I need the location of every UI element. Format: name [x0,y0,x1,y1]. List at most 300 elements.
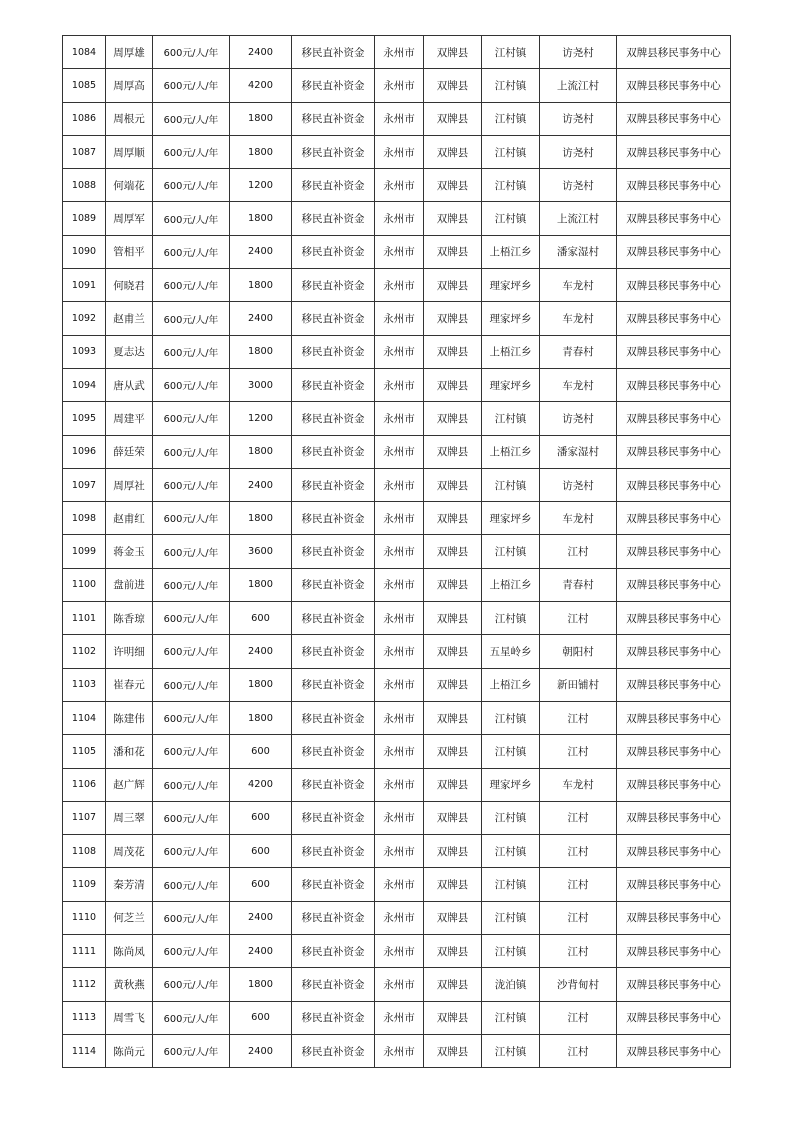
row-number-cell: 1107 [63,801,106,834]
standard-cell: 600元/人/年 [153,202,230,235]
standard-cell: 600元/人/年 [153,568,230,601]
amount-cell: 1800 [230,502,292,535]
county-cell: 双牌县 [424,901,482,934]
amount-cell: 2400 [230,935,292,968]
standard-cell: 600元/人/年 [153,235,230,268]
amount-cell: 2400 [230,1034,292,1067]
city-cell: 永州市 [375,701,424,734]
city-cell: 永州市 [375,1034,424,1067]
row-number-cell: 1105 [63,735,106,768]
fund-type-cell: 移民直补资金 [292,935,375,968]
fund-type-cell: 移民直补资金 [292,535,375,568]
fund-type-cell: 移民直补资金 [292,468,375,501]
village-cell: 江村 [540,901,617,934]
table-row [63,135,731,168]
amount-cell: 3600 [230,535,292,568]
amount-cell: 1800 [230,269,292,302]
row-number-cell: 1102 [63,635,106,668]
name-cell: 潘和花 [106,735,153,768]
standard-cell: 600元/人/年 [153,502,230,535]
standard-cell: 600元/人/年 [153,901,230,934]
fund-type-cell: 移民直补资金 [292,568,375,601]
township-cell: 上梧江乡 [482,668,540,701]
agency-cell: 双牌县移民事务中心 [617,202,731,235]
name-cell: 陈尚凤 [106,935,153,968]
amount-cell: 1200 [230,169,292,202]
table-row [63,668,731,701]
name-cell: 赵甫兰 [106,302,153,335]
city-cell: 永州市 [375,935,424,968]
row-number-cell: 1101 [63,602,106,635]
row-number-cell: 1103 [63,668,106,701]
township-cell: 理家坪乡 [482,302,540,335]
fund-type-cell: 移民直补资金 [292,1034,375,1067]
agency-cell: 双牌县移民事务中心 [617,269,731,302]
row-number-cell: 1091 [63,269,106,302]
amount-cell: 2400 [230,36,292,69]
name-cell: 周建平 [106,402,153,435]
county-cell: 双牌县 [424,69,482,102]
village-cell: 访尧村 [540,169,617,202]
standard-cell: 600元/人/年 [153,69,230,102]
city-cell: 永州市 [375,302,424,335]
agency-cell: 双牌县移民事务中心 [617,635,731,668]
row-number-cell: 1089 [63,202,106,235]
fund-type-cell: 移民直补资金 [292,835,375,868]
county-cell: 双牌县 [424,335,482,368]
agency-cell: 双牌县移民事务中心 [617,435,731,468]
city-cell: 永州市 [375,602,424,635]
village-cell: 青春村 [540,335,617,368]
agency-cell: 双牌县移民事务中心 [617,968,731,1001]
fund-type-cell: 移民直补资金 [292,701,375,734]
amount-cell: 1800 [230,701,292,734]
row-number-cell: 1094 [63,368,106,401]
county-cell: 双牌县 [424,169,482,202]
name-cell: 夏志达 [106,335,153,368]
fund-type-cell: 移民直补资金 [292,1001,375,1034]
agency-cell: 双牌县移民事务中心 [617,901,731,934]
township-cell: 江村镇 [482,535,540,568]
village-cell: 访尧村 [540,102,617,135]
village-cell: 潘家湿村 [540,235,617,268]
city-cell: 永州市 [375,668,424,701]
agency-cell: 双牌县移民事务中心 [617,835,731,868]
name-cell: 何芝兰 [106,901,153,934]
agency-cell: 双牌县移民事务中心 [617,335,731,368]
fund-type-cell: 移民直补资金 [292,202,375,235]
agency-cell: 双牌县移民事务中心 [617,1034,731,1067]
amount-cell: 1200 [230,402,292,435]
fund-type-cell: 移民直补资金 [292,135,375,168]
agency-cell: 双牌县移民事务中心 [617,69,731,102]
county-cell: 双牌县 [424,435,482,468]
table-body [63,36,731,1068]
name-cell: 唐从武 [106,368,153,401]
row-number-cell: 1100 [63,568,106,601]
standard-cell: 600元/人/年 [153,368,230,401]
village-cell: 江村 [540,535,617,568]
amount-cell: 1800 [230,135,292,168]
agency-cell: 双牌县移民事务中心 [617,36,731,69]
name-cell: 何端花 [106,169,153,202]
village-cell: 江村 [540,602,617,635]
amount-cell: 1800 [230,102,292,135]
fund-type-cell: 移民直补资金 [292,735,375,768]
standard-cell: 600元/人/年 [153,701,230,734]
city-cell: 永州市 [375,202,424,235]
standard-cell: 600元/人/年 [153,169,230,202]
township-cell: 江村镇 [482,801,540,834]
standard-cell: 600元/人/年 [153,635,230,668]
table-row [63,169,731,202]
name-cell: 陈香琼 [106,602,153,635]
row-number-cell: 1097 [63,468,106,501]
amount-cell: 4200 [230,768,292,801]
amount-cell: 2400 [230,901,292,934]
township-cell: 江村镇 [482,135,540,168]
township-cell: 江村镇 [482,602,540,635]
name-cell: 盘前进 [106,568,153,601]
township-cell: 上梧江乡 [482,235,540,268]
fund-type-cell: 移民直补资金 [292,602,375,635]
amount-cell: 600 [230,835,292,868]
township-cell: 江村镇 [482,901,540,934]
row-number-cell: 1114 [63,1034,106,1067]
name-cell: 周雪飞 [106,1001,153,1034]
name-cell: 周根元 [106,102,153,135]
standard-cell: 600元/人/年 [153,435,230,468]
table-row [63,801,731,834]
name-cell: 秦芳清 [106,868,153,901]
fund-type-cell: 移民直补资金 [292,435,375,468]
agency-cell: 双牌县移民事务中心 [617,668,731,701]
table-row [63,435,731,468]
county-cell: 双牌县 [424,768,482,801]
standard-cell: 600元/人/年 [153,735,230,768]
amount-cell: 1800 [230,968,292,1001]
village-cell: 江村 [540,801,617,834]
county-cell: 双牌县 [424,935,482,968]
city-cell: 永州市 [375,801,424,834]
city-cell: 永州市 [375,868,424,901]
county-cell: 双牌县 [424,968,482,1001]
agency-cell: 双牌县移民事务中心 [617,102,731,135]
city-cell: 永州市 [375,768,424,801]
row-number-cell: 1111 [63,935,106,968]
amount-cell: 3000 [230,368,292,401]
standard-cell: 600元/人/年 [153,835,230,868]
standard-cell: 600元/人/年 [153,269,230,302]
subsidy-table [62,35,731,1068]
township-cell: 理家坪乡 [482,502,540,535]
city-cell: 永州市 [375,735,424,768]
row-number-cell: 1084 [63,36,106,69]
city-cell: 永州市 [375,835,424,868]
agency-cell: 双牌县移民事务中心 [617,768,731,801]
amount-cell: 1800 [230,435,292,468]
name-cell: 陈尚元 [106,1034,153,1067]
village-cell: 车龙村 [540,502,617,535]
row-number-cell: 1104 [63,701,106,734]
township-cell: 泷泊镇 [482,968,540,1001]
row-number-cell: 1085 [63,69,106,102]
agency-cell: 双牌县移民事务中心 [617,535,731,568]
amount-cell: 1800 [230,335,292,368]
township-cell: 江村镇 [482,935,540,968]
township-cell: 江村镇 [482,868,540,901]
village-cell: 上流江村 [540,202,617,235]
county-cell: 双牌县 [424,668,482,701]
county-cell: 双牌县 [424,568,482,601]
table-row [63,768,731,801]
city-cell: 永州市 [375,568,424,601]
agency-cell: 双牌县移民事务中心 [617,502,731,535]
row-number-cell: 1112 [63,968,106,1001]
table-row [63,535,731,568]
township-cell: 江村镇 [482,835,540,868]
name-cell: 何晓君 [106,269,153,302]
county-cell: 双牌县 [424,135,482,168]
fund-type-cell: 移民直补资金 [292,335,375,368]
agency-cell: 双牌县移民事务中心 [617,735,731,768]
table-row [63,968,731,1001]
standard-cell: 600元/人/年 [153,135,230,168]
table-row [63,368,731,401]
county-cell: 双牌县 [424,602,482,635]
standard-cell: 600元/人/年 [153,102,230,135]
fund-type-cell: 移民直补资金 [292,502,375,535]
standard-cell: 600元/人/年 [153,968,230,1001]
agency-cell: 双牌县移民事务中心 [617,235,731,268]
fund-type-cell: 移民直补资金 [292,768,375,801]
fund-type-cell: 移民直补资金 [292,868,375,901]
fund-type-cell: 移民直补资金 [292,69,375,102]
table-row [63,602,731,635]
row-number-cell: 1096 [63,435,106,468]
village-cell: 访尧村 [540,36,617,69]
village-cell: 新田铺村 [540,668,617,701]
row-number-cell: 1090 [63,235,106,268]
village-cell: 上流江村 [540,69,617,102]
amount-cell: 600 [230,1001,292,1034]
standard-cell: 600元/人/年 [153,535,230,568]
township-cell: 江村镇 [482,735,540,768]
name-cell: 薛廷荣 [106,435,153,468]
county-cell: 双牌县 [424,468,482,501]
city-cell: 永州市 [375,169,424,202]
township-cell: 理家坪乡 [482,768,540,801]
standard-cell: 600元/人/年 [153,768,230,801]
row-number-cell: 1095 [63,402,106,435]
township-cell: 五星岭乡 [482,635,540,668]
name-cell: 崔春元 [106,668,153,701]
name-cell: 蒋金玉 [106,535,153,568]
fund-type-cell: 移民直补资金 [292,402,375,435]
agency-cell: 双牌县移民事务中心 [617,169,731,202]
county-cell: 双牌县 [424,235,482,268]
standard-cell: 600元/人/年 [153,868,230,901]
name-cell: 管相平 [106,235,153,268]
county-cell: 双牌县 [424,868,482,901]
amount-cell: 1800 [230,202,292,235]
table-row [63,36,731,69]
township-cell: 理家坪乡 [482,368,540,401]
table-row [63,735,731,768]
standard-cell: 600元/人/年 [153,335,230,368]
agency-cell: 双牌县移民事务中心 [617,1001,731,1034]
fund-type-cell: 移民直补资金 [292,368,375,401]
name-cell: 周厚高 [106,69,153,102]
table-row [63,502,731,535]
amount-cell: 2400 [230,635,292,668]
standard-cell: 600元/人/年 [153,402,230,435]
agency-cell: 双牌县移民事务中心 [617,402,731,435]
city-cell: 永州市 [375,135,424,168]
amount-cell: 2400 [230,302,292,335]
county-cell: 双牌县 [424,1034,482,1067]
standard-cell: 600元/人/年 [153,602,230,635]
name-cell: 周厚军 [106,202,153,235]
name-cell: 周厚顺 [106,135,153,168]
table-row [63,835,731,868]
village-cell: 车龙村 [540,368,617,401]
row-number-cell: 1093 [63,335,106,368]
city-cell: 永州市 [375,968,424,1001]
agency-cell: 双牌县移民事务中心 [617,368,731,401]
table-row [63,701,731,734]
table-row [63,1034,731,1067]
standard-cell: 600元/人/年 [153,935,230,968]
city-cell: 永州市 [375,102,424,135]
agency-cell: 双牌县移民事务中心 [617,602,731,635]
township-cell: 江村镇 [482,69,540,102]
village-cell: 朝阳村 [540,635,617,668]
village-cell: 青春村 [540,568,617,601]
township-cell: 江村镇 [482,202,540,235]
township-cell: 江村镇 [482,402,540,435]
village-cell: 江村 [540,701,617,734]
fund-type-cell: 移民直补资金 [292,269,375,302]
agency-cell: 双牌县移民事务中心 [617,935,731,968]
city-cell: 永州市 [375,468,424,501]
city-cell: 永州市 [375,435,424,468]
fund-type-cell: 移民直补资金 [292,968,375,1001]
amount-cell: 600 [230,868,292,901]
county-cell: 双牌县 [424,535,482,568]
table-row [63,302,731,335]
city-cell: 永州市 [375,335,424,368]
village-cell: 沙背甸村 [540,968,617,1001]
village-cell: 访尧村 [540,402,617,435]
township-cell: 江村镇 [482,169,540,202]
fund-type-cell: 移民直补资金 [292,102,375,135]
table-row [63,102,731,135]
city-cell: 永州市 [375,36,424,69]
table-row [63,635,731,668]
township-cell: 江村镇 [482,36,540,69]
township-cell: 江村镇 [482,1034,540,1067]
name-cell: 赵甫红 [106,502,153,535]
table-row [63,1001,731,1034]
standard-cell: 600元/人/年 [153,1034,230,1067]
amount-cell: 1800 [230,568,292,601]
county-cell: 双牌县 [424,102,482,135]
standard-cell: 600元/人/年 [153,668,230,701]
township-cell: 上梧江乡 [482,435,540,468]
county-cell: 双牌县 [424,835,482,868]
row-number-cell: 1109 [63,868,106,901]
row-number-cell: 1110 [63,901,106,934]
city-cell: 永州市 [375,402,424,435]
fund-type-cell: 移民直补资金 [292,901,375,934]
table-row [63,868,731,901]
fund-type-cell: 移民直补资金 [292,635,375,668]
row-number-cell: 1092 [63,302,106,335]
name-cell: 周茂花 [106,835,153,868]
row-number-cell: 1099 [63,535,106,568]
fund-type-cell: 移民直补资金 [292,302,375,335]
village-cell: 江村 [540,935,617,968]
fund-type-cell: 移民直补资金 [292,801,375,834]
fund-type-cell: 移民直补资金 [292,235,375,268]
village-cell: 潘家湿村 [540,435,617,468]
city-cell: 永州市 [375,535,424,568]
township-cell: 江村镇 [482,701,540,734]
table-row [63,402,731,435]
county-cell: 双牌县 [424,735,482,768]
amount-cell: 600 [230,602,292,635]
name-cell: 许明细 [106,635,153,668]
county-cell: 双牌县 [424,502,482,535]
county-cell: 双牌县 [424,635,482,668]
fund-type-cell: 移民直补资金 [292,169,375,202]
county-cell: 双牌县 [424,269,482,302]
amount-cell: 600 [230,801,292,834]
amount-cell: 2400 [230,468,292,501]
agency-cell: 双牌县移民事务中心 [617,302,731,335]
row-number-cell: 1108 [63,835,106,868]
agency-cell: 双牌县移民事务中心 [617,801,731,834]
row-number-cell: 1098 [63,502,106,535]
name-cell: 黄秋燕 [106,968,153,1001]
city-cell: 永州市 [375,69,424,102]
fund-type-cell: 移民直补资金 [292,668,375,701]
row-number-cell: 1106 [63,768,106,801]
table-row [63,901,731,934]
village-cell: 车龙村 [540,302,617,335]
village-cell: 江村 [540,835,617,868]
fund-type-cell: 移民直补资金 [292,36,375,69]
row-number-cell: 1113 [63,1001,106,1034]
agency-cell: 双牌县移民事务中心 [617,468,731,501]
amount-cell: 600 [230,735,292,768]
agency-cell: 双牌县移民事务中心 [617,568,731,601]
township-cell: 上梧江乡 [482,568,540,601]
table-row [63,935,731,968]
village-cell: 车龙村 [540,269,617,302]
city-cell: 永州市 [375,1001,424,1034]
township-cell: 理家坪乡 [482,269,540,302]
city-cell: 永州市 [375,235,424,268]
table-row [63,335,731,368]
amount-cell: 1800 [230,668,292,701]
township-cell: 上梧江乡 [482,335,540,368]
standard-cell: 600元/人/年 [153,36,230,69]
standard-cell: 600元/人/年 [153,1001,230,1034]
name-cell: 周厚社 [106,468,153,501]
county-cell: 双牌县 [424,1001,482,1034]
